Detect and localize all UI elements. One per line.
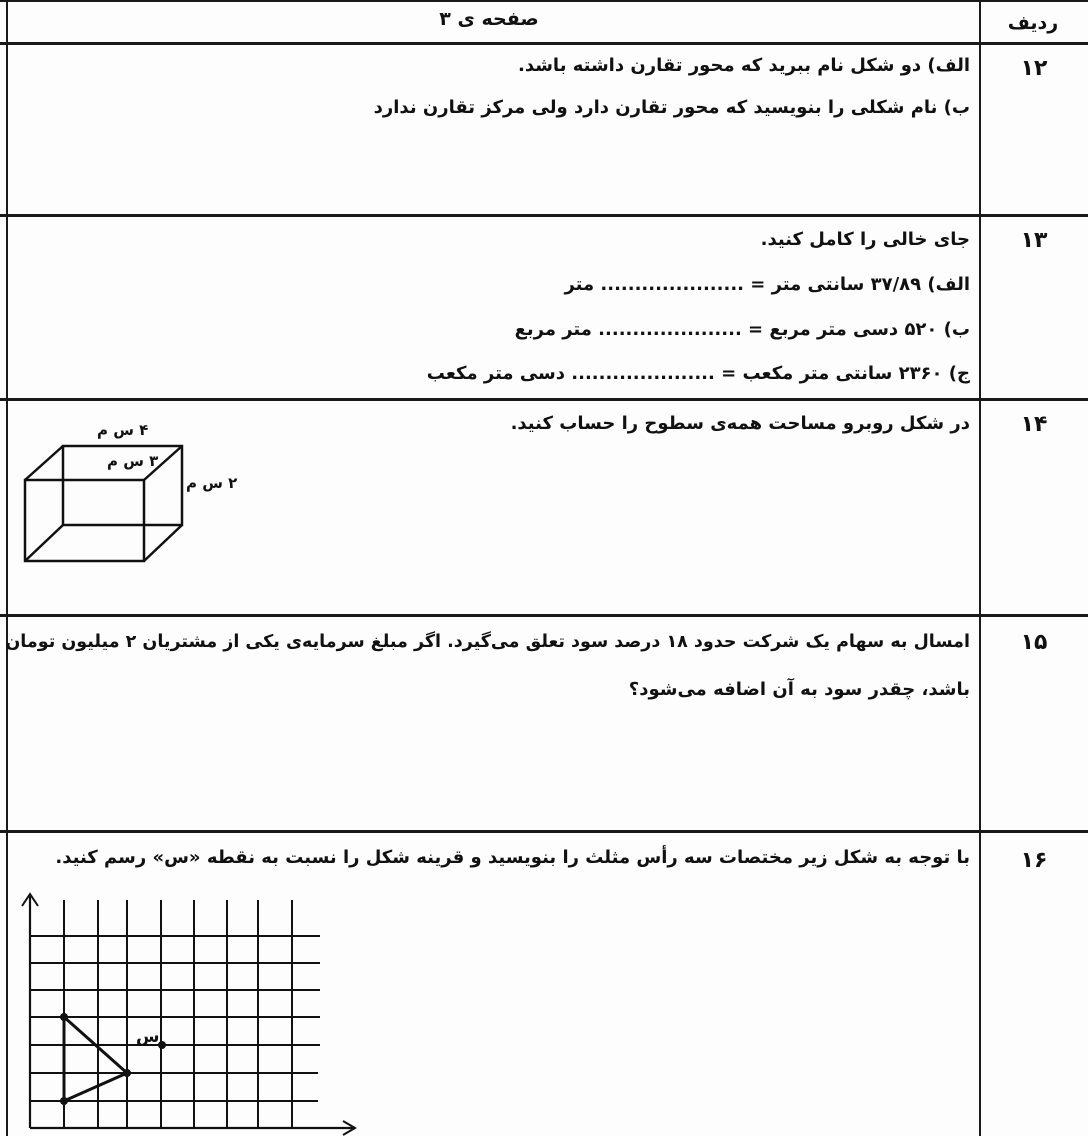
table-top-border	[0, 0, 1088, 2]
row-12-bottom-border	[0, 214, 1088, 217]
question-number-13: ۱۳	[1020, 228, 1048, 253]
column-header-radif: ردیف	[1007, 12, 1059, 34]
prism-depth-label: ۳ س م	[107, 452, 159, 470]
header-bottom-border	[0, 42, 1088, 45]
question-number-15: ۱۵	[1020, 630, 1048, 655]
prism-height-label: ۲ س م	[186, 474, 238, 492]
question-13-part-a: الف) ۳۷/۸۹ سانتی متر = ..................... متر	[564, 274, 970, 295]
question-15-line-2: باشد، چقدر سود به آن اضافه می‌شود؟	[628, 679, 970, 700]
row-15-bottom-border	[0, 830, 1088, 833]
rectangular-prism-figure	[0, 400, 300, 600]
question-12-part-b: ب) نام شکلی را بنویسید که محور تقارن دارد ولی مرکز تقارن ندارد	[373, 97, 970, 118]
question-number-14: ۱۴	[1020, 412, 1048, 437]
row-14-bottom-border	[0, 614, 1088, 617]
question-16-text: با توجه به شکل زیر مختصات سه رأس مثلث را بنویسید و قرینه شکل را نسبت به نقطه «س» رسم کنید.	[55, 847, 970, 868]
coordinate-grid-figure	[0, 880, 380, 1136]
question-13-part-c: ج) ۲۳۶۰ سانتی متر مکعب = ..................... دسی متر مکعب	[426, 363, 970, 384]
question-14-text: در شکل روبرو مساحت همه‌ی سطوح را حساب کنید.	[510, 413, 970, 434]
question-number-16: ۱۶	[1020, 848, 1048, 873]
question-number-12: ۱۲	[1020, 56, 1048, 81]
column-divider	[979, 0, 981, 1136]
page-title: صفحه ی ۳	[439, 8, 539, 30]
question-13-instruction: جای خالی را کامل کنید.	[760, 229, 970, 250]
question-13-part-b: ب) ۵۲۰ دسی متر مربع = ..................... متر مربع	[514, 319, 970, 340]
question-12-part-a: الف) دو شکل نام ببرید که محور تقارن داشته باشد.	[518, 55, 970, 76]
point-s-label: س	[136, 1027, 160, 1047]
question-15-line-1: امسال به سهام یک شرکت حدود ۱۸ درصد سود تعلق می‌گیرد. اگر مبلغ سرمایه‌ی یکی از مشتریان ۲ میلیون تومان	[5, 632, 970, 652]
prism-length-label: ۴ س م	[97, 421, 149, 439]
